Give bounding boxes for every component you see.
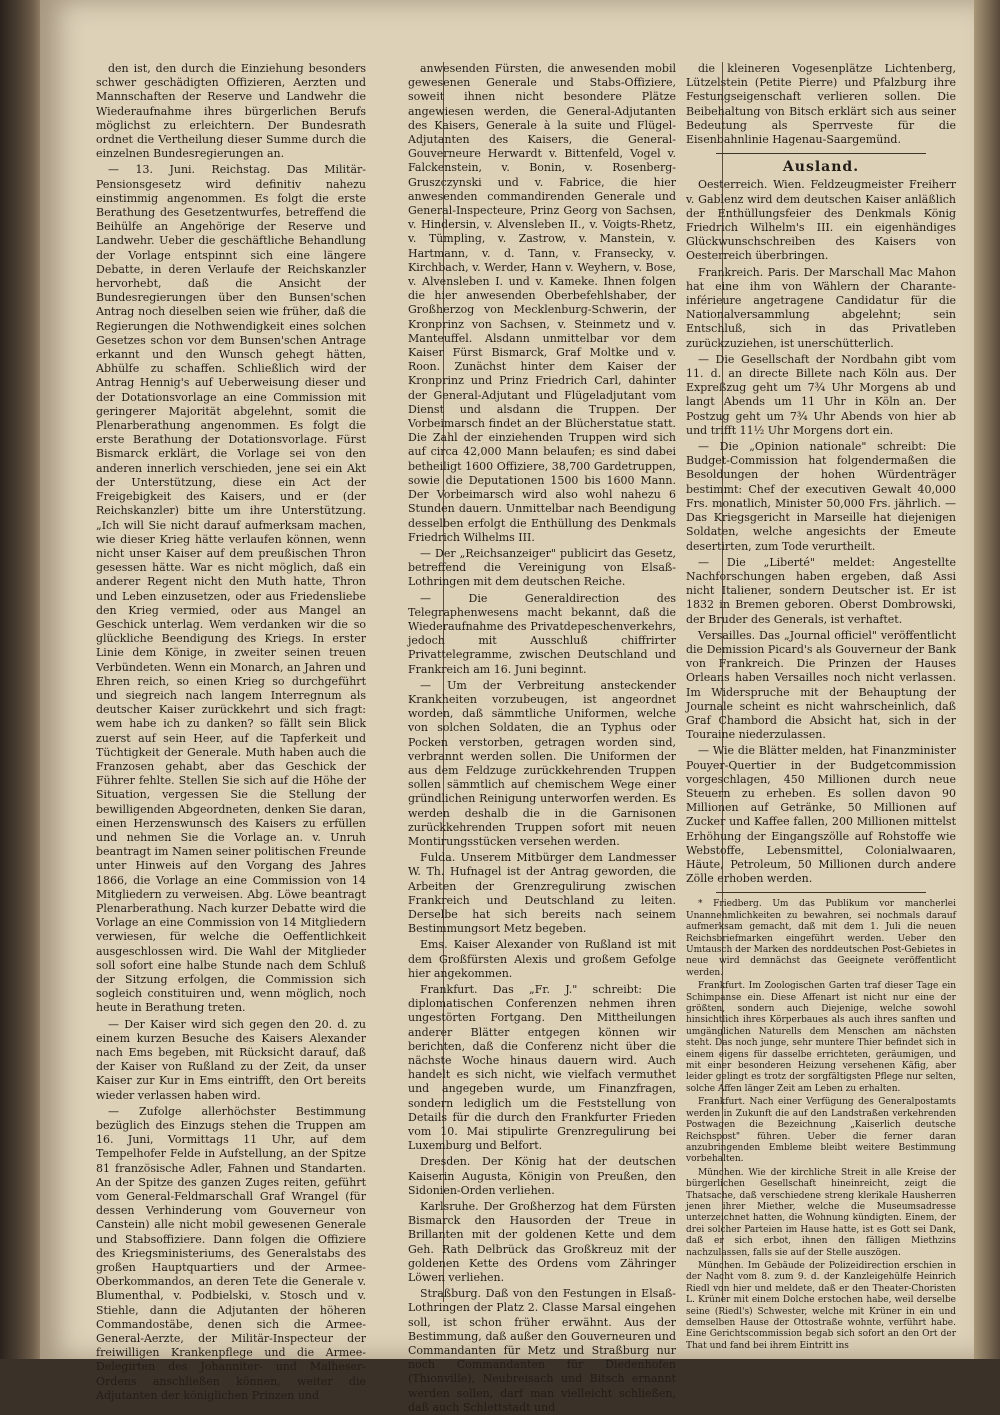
article-paragraph: Frankfurt. Das „Fr. J." schreibt: Die diplomatischen Conferenzen nehmen ihren ungestörten Fortgang. Den Mittheilungen anderer Blätter entgegen können wir berichten, daß die Conferenz nicht über die nächste Woche hinaus dauern wird. Auch handelt es sich nicht, wie vielfach vermuthet und angegeben wurde, um Finanzfragen, sondern lediglich um die Feststellung von Details für die durch den Frankfurter Frieden vom 10. Mai stipulirte Grenzregulirung bei Luxemburg und Belfort. — [408, 983, 676, 1153]
article-paragraph: die kleineren Vogesenplätze Lichtenberg, Lützelstein (Petite Pierre) und Pfalzburg ihre Festungseigenschaft verlieren sollen. Die Beibehaltung von Bitsch erklärt sich aus seiner Bedeutung als Sperrveste für die Eisenbahnlinie Hagenau-Saargemünd. — [686, 62, 956, 147]
article-paragraph: — Die Gesellschaft der Nordbahn gibt vom 11. d. an directe Billete nach Köln aus. Der Expreßzug geht um 7¾ Uhr Morgens ab und langt Abends um 11 Uhr in Köln an. Der Postzug geht um 7¾ Uhr Abends von hier ab und trifft 11½ Uhr Morgens dort ein. — [686, 352, 956, 437]
article-paragraph: — Die „Opinion nationale" schreibt: Die Budget-Commission hat folgendermaßen die Besoldungen der hohen Würdenträger bestimmt: Chef der executiven Gewalt 40,000 Frs. monatlich, Minister 50,000 Frs. jährlich. — Das Kriegsgericht in Marseille hat diejenigen Soldaten, welche angesichts der Emeute desertirten, zum Tode verurtheilt. — [686, 440, 956, 553]
article-paragraph: — Um der Verbreitung ansteckender Krankheiten vorzubeugen, ist angeordnet worden, daß sämmtliche Uniformen, welche von solchen Soldaten, die an Typhus oder Pocken verstorben, getragen worden sind, verbrannt werden sollen. Die Uniformen der aus dem Feldzuge zurückkehrenden Truppen sollen sämmtlich auf chemischem Wege einer gründlichen Reinigung unterworfen werden. Es werden deshalb die in die Garnisonen zurückkehrenden Truppen sofort mit neuen Montirungsstücken versehen werden. — [408, 678, 676, 848]
article-paragraph: Fulda. Unserem Mitbürger dem Landmesser W. Th. Hufnagel ist der Antrag geworden, die Arbeiten der Grenzregulirung zwischen Frankreich und Deutschland zu leiten. Derselbe hat sich bereits nach seinem Bestimmungsort Metz begeben. — [408, 851, 676, 936]
article-paragraph: Oesterreich. Wien. Feldzeugmeister Freiherr v. Gablenz wird dem deutschen Kaiser anläßlich der Enthüllungsfeier des Denkmals König Friedrich Wilhelm's III. ein eigenhändiges Glückwunschschreiben des Kaisers von Oesterreich überbringen. — [686, 178, 956, 263]
news-item: Frankfurt. Im Zoologischen Garten traf dieser Tage ein Schimpanse ein. Diese Affenart ist nicht nur eine der größten, sondern auch Diejenige, welche sowohl hinsichtlich ihres Körperbaues als auch ihres sanften und umgänglichen Naturells dem Menschen am nächsten steht. Das noch junge, sehr muntere Thier befindet sich in einem eigens für dasselbe errichteten, geräumigen, und mit einer besonderen Heizung versehenen Käfig, aber leider gelingt es trotz der sorgfältigsten Pflege nur selten, solche Affen länger Zeit am Leben zu erhalten. — [686, 981, 956, 1094]
page-edge — [974, 0, 1000, 1359]
article-paragraph: Karlsruhe. Der Großherzog hat dem Fürsten Bismarck den Hausorden der Treue in Brillanten mit der goldenen Kette und dem Geh. Rath Delbrück das Großkreuz mit der goldenen Kette des Ordens vom Zähringer Löwen verliehen. — [408, 1200, 676, 1285]
section-heading: Ausland. — [782, 159, 860, 176]
article-paragraph: — Der Kaiser wird sich gegen den 20. d. zu einem kurzen Besuche des Kaisers Alexander nach Ems begeben, mit Rücksicht darauf, daß der Kaiser von Rußland zu der Zeit, da unser Kaiser zur Kur in Ems eintrifft, den Ort bereits wieder verlassen haben wird. — [96, 1017, 366, 1102]
article-paragraph: Frankreich. Paris. Der Marschall Mac Mahon hat eine ihm von Wählern der Charante-inférieure angetragene Candidatur für die Nationalversammlung abgelehnt; sein Entschluß, sich in das Privatleben zurückzuziehen, ist unerschütterlich. — [686, 265, 956, 350]
column-2 — [408, 62, 676, 1414]
article-paragraph: Versailles. Das „Journal officiel" veröffentlicht die Demission Picard's als Gouverneur der Bank von Frankreich. Die Prinzen der Hauses Orleans haben Versailles noch nicht verlassen. Im Widerspruche mit der Behauptung der Journale scheint es nicht wahrscheinlich, daß Graf Chambord die Absicht hat, sich in der Touraine niederzulassen. — [686, 628, 956, 742]
newspaper-page — [40, 0, 974, 1414]
news-item: Frankfurt. Nach einer Verfügung des Generalpostamts werden in Zukunft die auf den Landstraßen verkehrenden Postwagen die Bezeichnung „Kaiserlich deutsche Reichspost" führen. Ueber die ferner daran anzubringenden Embleme bleibt weitere Bestimmung vorbehalten. — [686, 1097, 956, 1165]
column-1 — [96, 62, 366, 1402]
book-spine — [0, 0, 40, 1359]
article-paragraph: Dresden. Der König hat der deutschen Kaiserin Augusta, Königin von Preußen, den Sidonien-Orden verliehen. — [408, 1155, 676, 1197]
section-divider — [716, 892, 926, 893]
article-paragraph: — Die Generaldirection des Telegraphenwesens macht bekannt, daß die Wiederaufnahme des Privatdepeschenverkehrs, jedoch mit Ausschluß chiffrirter Privattelegramme, zwischen Deutschland und Frankreich am 16. Juni beginnt. — [408, 591, 676, 676]
news-item: München. Wie der kirchliche Streit in alle Kreise der bürgerlichen Gesellschaft hineinreicht, zeigt die Thatsache, daß verschiedene streng klerikale Hausherren jenen ihrer Miether, welche die Museumsadresse unterzeichnet hatten, die Wohnung kündigten. Einem, der drei solcher Parteien im Hause hatte, ist es Gott sei Dank, daß er sich erbot, ihnen den fälligen Miethzins nachzulassen, falls sie auf der Stelle auszögen. — [686, 1167, 956, 1258]
article-paragraph: Ems. Kaiser Alexander von Rußland ist mit dem Großfürsten Alexis und großem Gefolge hier angekommen. — [408, 938, 676, 980]
article-paragraph: den ist, den durch die Einziehung besonders schwer geschädigten Offizieren, Aerzten und Mannschaften der Reserve und Landwehr die Wiederaufnahme ihres bürgerlichen Berufs möglichst zu erleichtern. Der Bundesrath ordnet die Vertheilung dieser Summe durch die einzelnen Bundesregierungen an. — [96, 62, 366, 161]
article-paragraph: anwesenden Fürsten, die anwesenden mobil gewesenen Generale und Stabs-Offiziere, soweit ihnen nicht besondere Plätze angewiesen werden, die General-Adjutanten des Kaisers, Generale à la suite und Flügel-Adjutanten des Kaisers, die General-Gouverneure Herwardt v. Bittenfeld, Vogel v. Falckenstein, v. Bonin, v. Rosenberg-Gruszczynski und v. Fabrice, die hier anwesenden commandirenden Generale und General-Inspecteure, Prinz Georg von Sachsen, v. Hindersin, v. Alvensleben II., v. Voigts-Rhetz, v. Tümpling, v. Zastrow, v. Manstein, v. Hartmann, v. d. Tann, v. Fransecky, v. Kirchbach, v. Werder, Hann v. Weyhern, v. Bose, v. Alvensleben I. und v. Kameke. Ihnen folgen die hier anwesenden Oberbefehlshaber, der Großherzog von Mecklenburg-Schwerin, der Kronprinz von Sachsen, v. Steinmetz und v. Manteuffel. Alsdann unmittelbar vor dem Kaiser Fürst Bismarck, Graf Moltke und v. Roon. Zunächst hinter dem Kaiser der Kronprinz und Prinz Friedrich Carl, dahinter der General-Adjutant und Flügeladjutant vom Dienst und alsdann die Truppen. Der Vorbeimarsch findet an der Blücherstatue statt. Die Zahl der einziehenden Truppen wird sich auf circa 42,000 Mann belaufen; es sind dabei betheiligt 1600 Offiziere, 38,700 Gardetruppen, sowie die Deputationen 1500 bis 1600 Mann. Der Vorbeimarsch wird also wohl nahezu 6 Stunden dauern. Unmittelbar nach Beendigung desselben erfolgt die Enthüllung des Denkmals Friedrich Wilhelms III. — [408, 62, 676, 544]
news-item: * Friedberg. Um das Publikum vor mancherlei Unannehmlichkeiten zu bewahren, sei nochmals darauf aufmerksam gemacht, daß mit dem 1. Juli die neuen Reichsbriefmarken eingeführt werden. Ueber den Umtausch der Marken des norddeutschen Post-Gebietes in neue wird demnächst das Geeignete veröffentlicht werden. — [686, 899, 956, 978]
article-paragraph: — Zufolge allerhöchster Bestimmung bezüglich des Einzugs stehen die Truppen am 16. Juni, Vormittags 11 Uhr, auf dem Tempelhofer Felde in Aufstellung, an der Spitze 81 französische Adler, Fahnen und Standarten. An der Spitze des ganzen Zuges reiten, geführt vom General-Feldmarschall Graf Wrangel (für dessen Verhinderung vom Gouverneur von Canstein) alle nicht mobil gewesenen Generale und Stabsoffiziere. Dann folgen die Offiziere des Kriegsministeriums, des Generalstabs des großen Hauptquartiers und der Armee-Oberkommandos, an deren Tete die Generale v. Blumenthal, v. Podbielski, v. Stosch und v. Stiehle, dann die Adjutanten der höheren Commandostäbe, denen sich die Armee-General-Aerzte, der Militär-Inspecteur der freiwilligen Krankenpflege und die Armee-Delegirten des Johanniter- und Malheser-Ordens anschließen können, weiter die Adjutanten der königlichen Prinzen und — [96, 1104, 366, 1402]
article-paragraph: — Der „Reichsanzeiger" publicirt das Gesetz, betreffend die Vereinigung von Elsaß-Lothringen mit dem deutschen Reiche. — [408, 546, 676, 589]
article-paragraph: Straßburg. Daß von den Festungen in Elsaß-Lothringen der Platz 2. Classe Marsal eingehen soll, ist schon früher erwähnt. Aus der Bestimmung, daß außer den Gouverneuren und Commandanten für Metz und Straßburg nur noch Commandanten für Diedenhofen (Thionville), Neubreisach und Bitsch ernannt werden sollen, darf man vielleicht schließen, daß auch Schlettstadt und — [408, 1287, 676, 1414]
local-news-section — [686, 899, 956, 1352]
article-paragraph: — 13. Juni. Reichstag. Das Militär-Pensionsgesetz wird definitiv nahezu einstimmig angenommen. Es folgt die erste Berathung des Gesetzentwurfes, betreffend die Beihülfe an Angehörige der Reserve und Landwehr. Ueber die geschäftliche Behandlung der Vorlage entspinnt sich eine längere Debatte, in deren Verlaufe der Reichskanzler hervorhebt, daß die Ansicht der Bundesregierungen über den Bunsen'schen Antrag noch dieselben seien wie früher, daß die Regierungen die Nothwendigkeit eines solchen Gesetzes schon vor dem Bunsen'schen Antrage erkannt und den Wunsch gehegt hätten, Abhülfe zu schaffen. Schließlich wird der Antrag Hennig's auf Ueberweisung dieser und der Dotationsvorlage an eine Commission mit geringerer Majorität abgelehnt, somit die Plenarberathung angenommen. Es folgt die erste Berathung der Dotationsvorlage. Fürst Bismarck erklärt, die Vorlage sei von den anderen innerlich verschieden, jene sei ein Akt der Unterstützung, diese ein Act der Freigebigkeit des Kaisers, und er (der Reichskanzler) bitte um ihre Unterstützung. „Ich will Sie nicht darauf aufmerksam machen, wie dieser Krieg hätte verlaufen können, wenn nicht unser Kaiser auf dem preußischen Thron gesessen hätte. War es nicht möglich, daß ein anderer Regent nicht den Muth hatte, Thron und Leben einzusetzen, oder aus Friedensliebe den Krieg vermied, oder aus Mangel an Geschick unterlag. Wem verdanken wir die so glückliche Beendigung des Kriegs. In erster Linie dem Könige, in zweiter seinen treuen Verbündeten. Wenn ein Monarch, an Jahren und Ehren reich, so einen Krieg so durchgeführt und siegreich nach langem Interregnum als deutscher Kaiser zurückkehrt und sich fragt: wem habe ich zu danken? so fällt sein Blick zuerst auf sein Heer, auf die Tapferkeit und Tüchtigkeit der Generale. Muth haben auch die Franzosen gehabt, aber das Geschick der Führer fehlte. Stellen Sie sich auf die Höhe der Situation, vergessen Sie die Stellung der bewilligenden Abgeordneten, denken Sie daran, einen Herzenswunsch des Kaisers zu erfüllen und nehmen Sie die Vorlage an. v. Unruh beantragt im Namen seiner politischen Freunde unter Hinweis auf den Vorgang des Jahres 1866, die Vorlage an eine Commission von 14 Mitgliedern zu verweisen. Abg. Löwe beantragt Plenarberathung. Nach kurzer Debatte wird die Vorlage an eine Commission von 14 Mitgliedern verwiesen, für welche die Oeffentlichkeit ausgeschlossen wird. Die Wahl der Mitglieder soll sofort eine halbe Stunde nach dem Schluß der Sitzung erfolgen, die Commission sich sogleich constituiren und, wenn möglich, noch heute in Berathung treten. — [96, 163, 366, 1015]
section-divider — [716, 153, 926, 154]
news-item: München. Im Gebäude der Polizeidirection erschien in der Nacht vom 8. zum 9. d. der Kanzleigehülfe Heinrich Riedl von hier und meldete, daß er den Theater-Choristen L. Krüner mit einem Dolche erstochen habe, weil derselbe seine (Riedl's) Schwester, welche mit Krüner in ein und demselben Hause der Ottostraße wohnte, verführt habe. Eine Gerichtscommission begab sich sofort an den Ort der That und fand bei ihrem Eintritt ins — [686, 1260, 956, 1351]
article-paragraph: — Die „Liberté" meldet: Angestellte Nachforschungen haben ergeben, daß Assi nicht Italiener, sondern Deutscher ist. Er ist 1832 in Bremen geboren. Oberst Dombrowski, der Bruder des Generals, ist verhaftet. — [686, 555, 956, 626]
column-3 — [686, 62, 956, 1351]
article-paragraph: — Wie die Blätter melden, hat Finanzminister Pouyer-Quertier in der Budgetcommission vorgeschlagen, 450 Millionen durch neue Steuern zu erheben. Es sollen davon 90 Millionen auf Getränke, 50 Millionen auf Zucker und Kaffee fallen, 200 Millionen mittelst Erhöhung der Eingangszölle auf Rohstoffe wie Webstoffe, Lebensmittel, Colonialwaaren, Häute, Petroleum, 50 Millionen durch andere Zölle erhoben werden. — [686, 744, 956, 886]
